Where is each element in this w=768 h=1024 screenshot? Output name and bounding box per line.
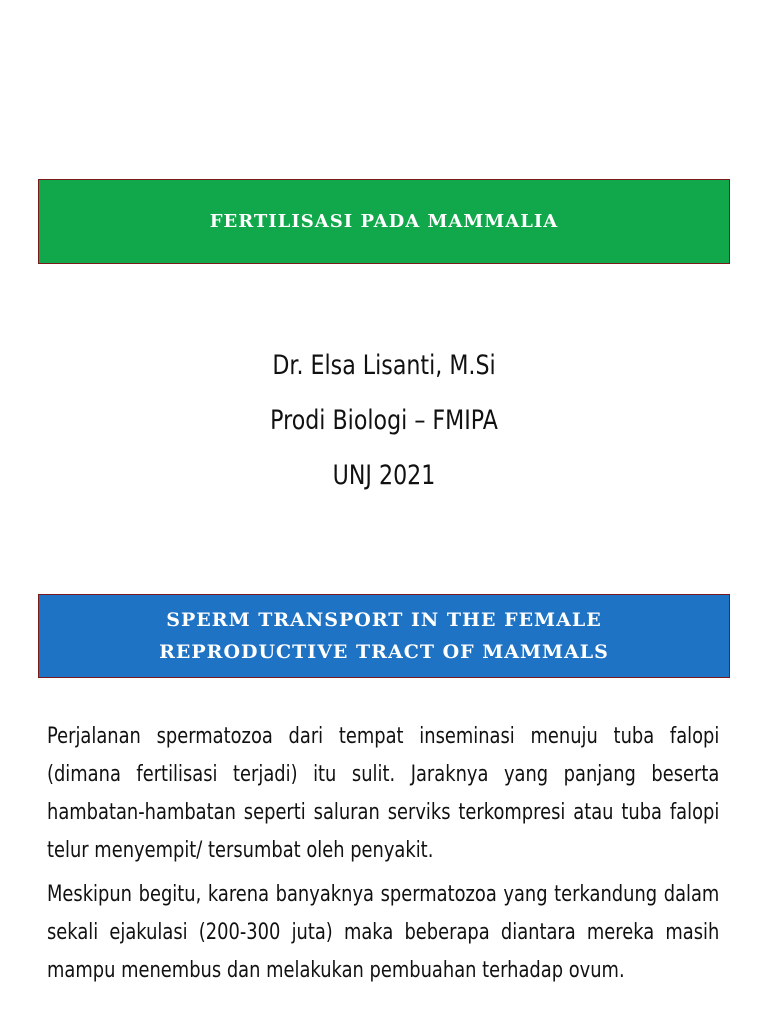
paragraph-2: Meskipun begitu, karena banyaknya spermatozoa yang terkandung dalam sekali ejakulasi (200-300 juta) maka beberapa diantara mereka masih mampu menembus dan melakukan pembuahan terhadap ovum. — [47, 882, 720, 983]
author-name: Dr. Elsa Lisanti, M.Si — [272, 350, 496, 381]
title-banner-fertilisasi — [38, 179, 730, 264]
author-department: Prodi Biologi – FMIPA — [270, 405, 498, 436]
title-banner-fertilisasi-text: FERTILISASI PADA MAMMALIA — [209, 211, 559, 232]
author-institution-year: UNJ 2021 — [332, 460, 436, 491]
author-block — [69, 338, 699, 503]
title-banner-sperm-transport-line2: REPRODUCTIVE TRACT OF MAMMALS — [159, 641, 609, 663]
paragraph-1: Perjalanan spermatozoa dari tempat inseminasi menuju tuba falopi (dimana fertilisasi terjadi) itu sulit. Jaraknya yang panjang beserta hambatan-hambatan seperti saluran serviks terkompresi atau tuba falopi telur menyempit/ tersumbat oleh penyakit. — [47, 724, 720, 863]
title-banner-sperm-transport-line1: SPERM TRANSPORT IN THE FEMALE — [166, 609, 602, 631]
body-text — [47, 718, 719, 996]
title-banner-sperm-transport — [38, 594, 730, 678]
